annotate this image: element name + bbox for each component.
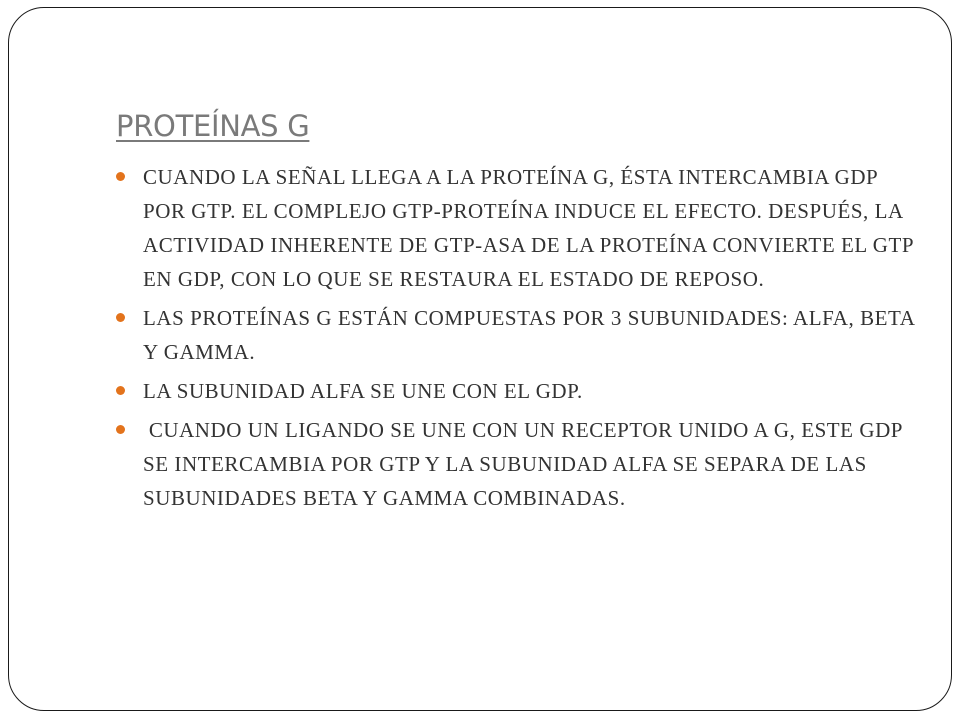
bullet-text: CUANDO UN LIGANDO SE UNE CON UN RECEPTOR UNIDO A G, ESTE GDP SE INTERCAMBIA POR GTP Y LA SUBUNIDAD ALFA SE SEPARA DE LAS SUBUNIDADES BETA Y GAMMA COMBINADAS. <box>143 418 909 510</box>
bullet-list <box>116 160 921 520</box>
bullet-item-4 <box>116 413 921 515</box>
bullet-item-1 <box>116 160 921 296</box>
bullet-dot-icon <box>116 386 125 395</box>
bullet-item-2 <box>116 301 921 369</box>
slide-title: PROTEÍNAS G <box>116 109 310 143</box>
bullet-text: LAS PROTEÍNAS G ESTÁN COMPUESTAS POR 3 SUBUNIDADES: ALFA, BETA Y GAMMA. <box>143 306 915 364</box>
bullet-dot-icon <box>116 313 125 322</box>
bullet-dot-icon <box>116 425 125 434</box>
bullet-text: CUANDO LA SEÑAL LLEGA A LA PROTEÍNA G, ÉSTA INTERCAMBIA GDP POR GTP. EL COMPLEJO GTP-PROTEÍNA INDUCE EL EFECTO. DESPUÉS, LA ACTIVIDAD INHERENTE DE GTP-ASA DE LA PROTEÍNA CONVIERTE EL GTP EN GDP, CON LO QUE SE RESTAURA EL ESTADO DE REPOSO. <box>143 165 914 291</box>
bullet-item-3 <box>116 374 921 408</box>
bullet-dot-icon <box>116 172 125 181</box>
bullet-text: LA SUBUNIDAD ALFA SE UNE CON EL GDP. <box>143 379 583 403</box>
slide-frame <box>8 7 952 711</box>
